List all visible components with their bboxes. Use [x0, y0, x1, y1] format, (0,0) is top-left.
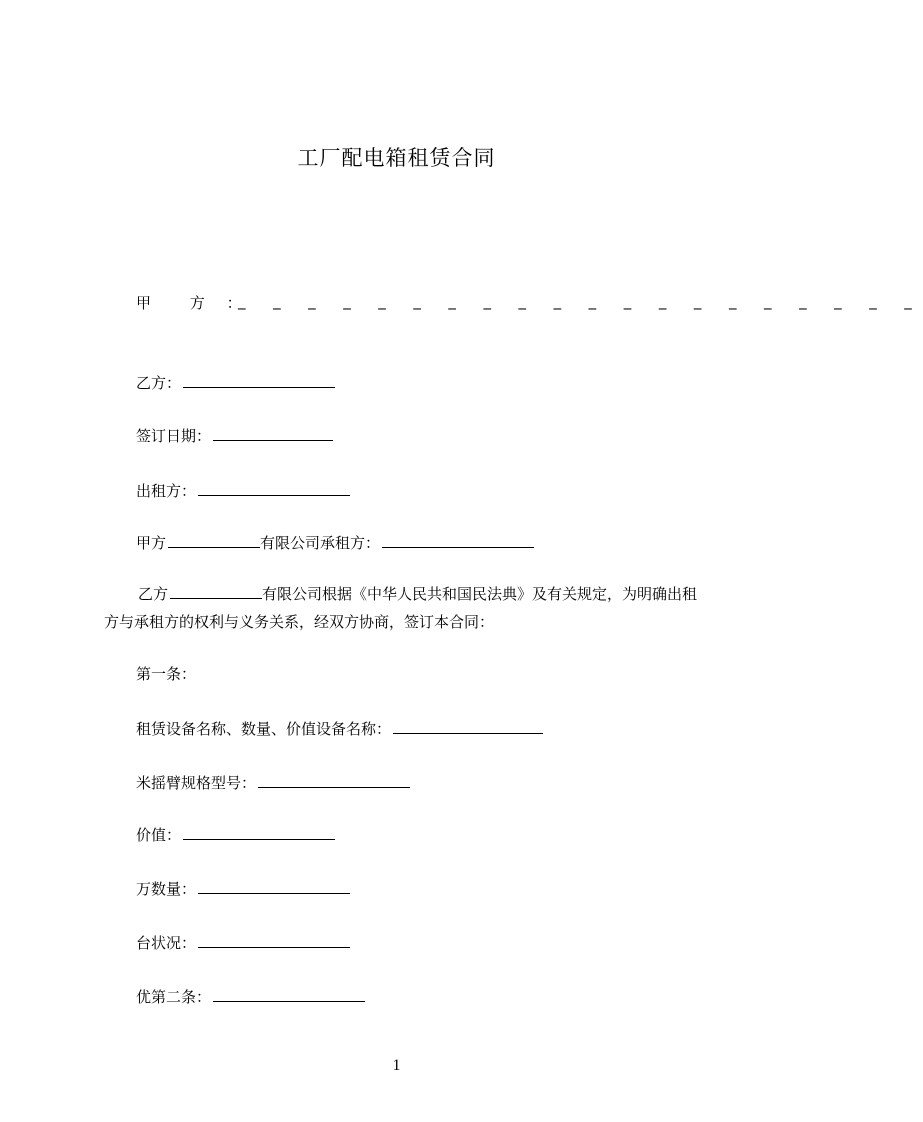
equipment-name-label: 租赁设备名称、数量、价值设备名称： — [136, 720, 392, 738]
quantity-label: 万数量： — [136, 880, 197, 898]
party-b-company-blank[interactable] — [170, 583, 262, 599]
page-number: 1 — [392, 1057, 401, 1074]
party-a-dash-blank: _ _ _ _ _ _ _ _ _ _ _ _ _ _ _ _ _ _ _ _ — [238, 292, 923, 310]
article-1-heading: 第一条： — [136, 665, 197, 683]
intro-text: 有限公司根据《中华人民共和国民法典》及有关规定，为明确出租方与承租方的权利与义务关系，经双方协商，签订本合同： — [104, 585, 698, 631]
quantity-blank[interactable] — [198, 878, 350, 894]
sign-date-blank[interactable] — [213, 425, 333, 441]
value-field — [136, 824, 335, 845]
party-a-suffix: 有限公司承租方： — [260, 534, 381, 552]
sign-date-field — [136, 425, 333, 446]
party-b-label: 乙方： — [136, 374, 182, 392]
value-label: 价值： — [136, 826, 182, 844]
party-a-company-blank[interactable] — [168, 532, 260, 548]
status-field — [136, 932, 350, 953]
document-title: 工厂配电箱租赁合同 — [297, 146, 496, 170]
lessor-blank[interactable] — [198, 480, 350, 496]
lessor-field — [136, 480, 350, 501]
equipment-name-blank[interactable] — [393, 718, 543, 734]
value-blank[interactable] — [183, 824, 335, 840]
article-2-field — [136, 986, 365, 1007]
party-a-lessee-field — [136, 532, 534, 553]
quantity-field — [136, 878, 350, 899]
spec-model-label: 米摇臂规格型号： — [136, 774, 257, 792]
party-a-label-row — [136, 292, 242, 313]
party-a-prefix: 甲方 — [136, 534, 167, 552]
sign-date-label: 签订日期： — [136, 427, 212, 445]
status-blank[interactable] — [198, 932, 350, 948]
lessee-blank[interactable] — [382, 532, 534, 548]
article-2-label: 优第二条： — [136, 988, 212, 1006]
party-a-colon: ： — [226, 294, 242, 312]
lessor-label: 出租方： — [136, 482, 197, 500]
intro-paragraph — [104, 580, 704, 636]
party-b-field — [136, 372, 335, 393]
status-label: 台状况： — [136, 934, 197, 952]
spec-model-field — [136, 772, 410, 793]
article-2-blank[interactable] — [213, 986, 365, 1002]
intro-prefix: 乙方 — [138, 585, 169, 603]
equipment-name-field — [136, 718, 543, 739]
party-a-label: 甲 方 — [136, 294, 222, 312]
party-b-blank[interactable] — [183, 372, 335, 388]
spec-model-blank[interactable] — [258, 772, 410, 788]
